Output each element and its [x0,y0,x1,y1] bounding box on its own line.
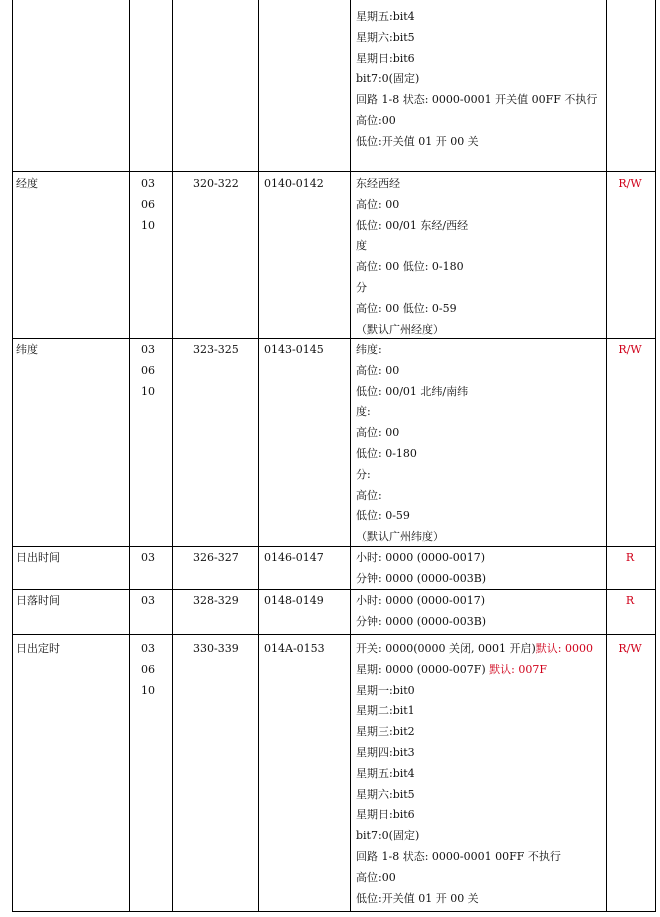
row-name: 日出定时 [16,642,60,655]
row-border [12,911,656,912]
row-access: R/W [618,177,642,190]
desc-line [356,639,593,660]
row-hex-address: 0140-0142 [264,177,324,190]
column-border [129,0,130,912]
row-border [12,171,656,172]
desc-line: 高位: 00 [356,426,400,440]
row-name: 纬度 [16,343,38,356]
desc-line: 分钟: 0000 (0000-003B) [356,614,487,628]
desc-line: 高位:00 [356,870,396,884]
row-desc [356,591,486,633]
fc-code: 06 [141,363,155,377]
row-register: 328-329 [193,594,239,607]
desc-line: 低位:开关值 01 开 00 关 [356,134,479,148]
desc-line: 高位: 00 [356,363,400,377]
row-function-codes [141,340,155,402]
desc-line: 星期二:bit1 [356,704,415,718]
row-hex-address: 0143-0145 [264,343,324,356]
row-desc [356,340,468,548]
desc-line: 星期日:bit6 [356,51,415,65]
column-border [606,0,607,912]
desc-line: 高位: 00 低位: 0-180 [356,260,464,274]
desc-line: 低位: 00/01 东经/西经 [356,218,469,232]
desc-line: （默认广州纬度） [356,530,444,544]
row-border [12,634,656,635]
desc-line: 回路 1-8 状态: 0000-0001 开关值 00FF 不执行 [356,93,598,107]
row-register: 330-339 [193,642,239,655]
row-border [12,338,656,339]
row-desc [356,639,593,909]
fc-code: 03 [141,594,155,607]
desc-line: 分: [356,467,371,481]
row-register: 320-322 [193,177,239,190]
row-access: R/W [618,343,642,356]
desc-text: 开关: 0000(0000 关闭, 0001 开启) [356,642,536,655]
default-value: 默认: 0000 [535,642,593,655]
row-function-codes [141,548,155,569]
desc-line: 分 [356,280,367,294]
desc-line: 星期六:bit5 [356,30,415,44]
desc-line: 星期四:bit3 [356,745,415,759]
row-hex-address: 0146-0147 [264,551,324,564]
row-name: 日落时间 [16,594,60,607]
row-register: 326-327 [193,551,239,564]
row-desc [356,174,468,340]
fc-code: 03 [141,551,155,564]
default-value: 默认: 007F [489,662,547,676]
column-border [258,0,259,912]
row-function-codes [141,639,155,701]
row-hex-address: 014A-0153 [264,642,325,655]
row-hex-address: 0148-0149 [264,594,324,607]
fc-code: 10 [141,683,155,697]
desc-text: 星期: 0000 (0000-007F) [356,662,490,676]
desc-line: 回路 1-8 状态: 0000-0001 00FF 不执行 [356,849,561,863]
fc-code: 03 [141,343,155,356]
desc-line: 高位: 00 [356,197,400,211]
fc-code: 03 [141,642,155,655]
desc-line: 小时: 0000 (0000-0017) [356,594,485,607]
desc-line: 小时: 0000 (0000-0017) [356,551,485,564]
fc-code: 06 [141,197,155,211]
row-access: R [625,594,635,607]
desc-line: 星期一:bit0 [356,683,415,697]
column-border [350,0,351,912]
desc-line [356,660,593,681]
desc-line: 星期六:bit5 [356,787,415,801]
desc-line: 低位: 0-59 [356,509,410,523]
desc-line: 纬度: [356,343,382,356]
fc-code: 10 [141,218,155,232]
row-function-codes [141,591,155,612]
desc-line: 高位:00 [356,113,396,127]
fc-code: 06 [141,662,155,676]
desc-line: （默认广州经度） [356,322,444,336]
desc-line: 分钟: 0000 (0000-003B) [356,571,487,585]
fc-code: 10 [141,384,155,398]
desc-line: bit7:0(固定) [356,72,420,86]
fc-code: 03 [141,177,155,190]
row-access: R/W [618,642,642,655]
row-border [12,589,656,590]
desc-line: 度 [356,239,367,253]
desc-line: 星期五:bit4 [356,10,415,23]
desc-line: 低位: 0-180 [356,446,417,460]
column-border [12,0,13,912]
desc-line: bit7:0(固定) [356,829,420,843]
column-border [172,0,173,912]
row-function-codes [141,174,155,236]
desc-line: 星期三:bit2 [356,725,415,739]
desc-line: 高位: 00 低位: 0-59 [356,301,457,315]
row-border [12,546,656,547]
row-desc [356,7,597,153]
desc-line: 度: [356,405,371,419]
desc-line: 高位: [356,488,382,502]
desc-line: 低位: 00/01 北纬/南纬 [356,384,469,398]
desc-line: 东经西经 [356,177,400,190]
row-desc [356,548,486,590]
row-name: 日出时间 [16,551,60,564]
row-register: 323-325 [193,343,239,356]
desc-line: 低位:开关值 01 开 00 关 [356,891,479,905]
row-access: R [625,551,635,564]
row-name: 经度 [16,177,38,190]
column-border [655,0,656,912]
desc-line: 星期日:bit6 [356,808,415,822]
desc-line: 星期五:bit4 [356,766,415,780]
